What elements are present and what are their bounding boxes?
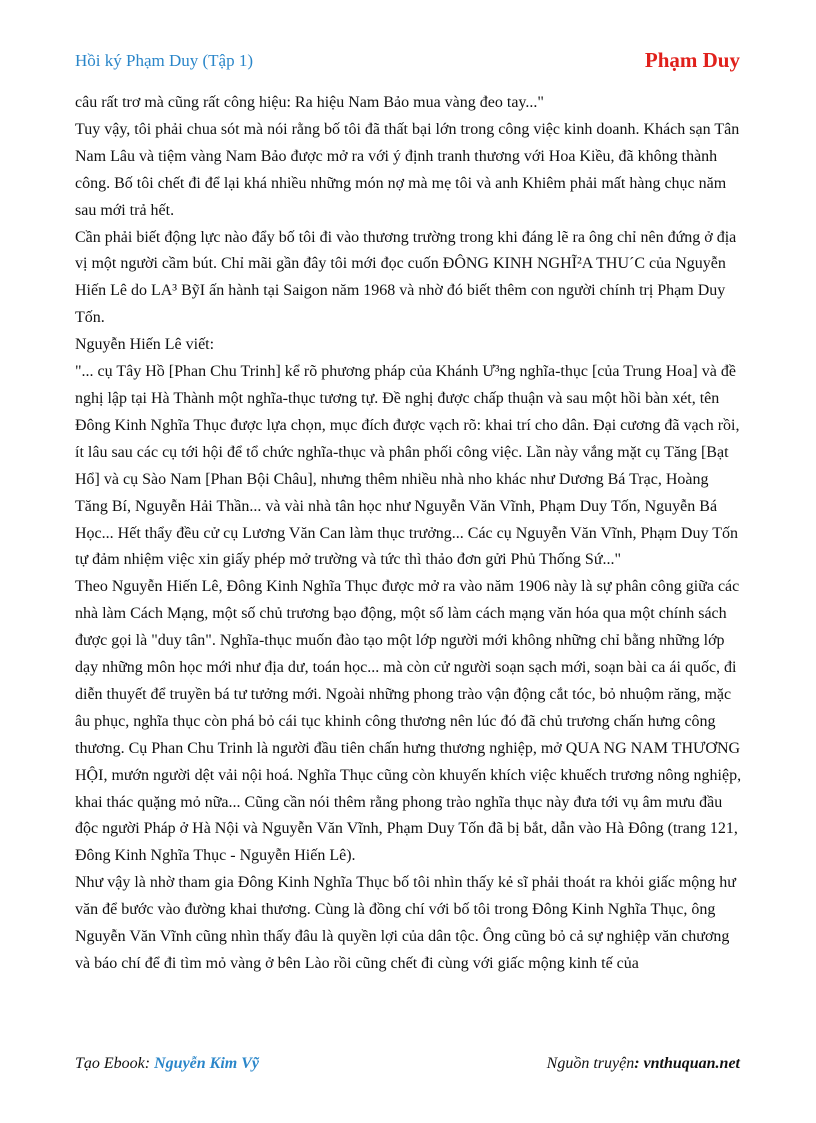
footer-ebook-label: Tạo Ebook [75,1055,145,1072]
footer-source-site: vnthuquan.net [643,1055,740,1072]
body-text [75,90,743,978]
quote-paragraph: "... cụ Tây Hồ [Phan Chu Trinh] kể rõ phương pháp của Khánh Ư³ng nghĩa-thục [của Trung Hoa] và đề nghị lập tại Hà Thành một nghĩa-thục tương tự. Đề nghị được chấp thuận và sau một hồi bàn xét, tên Đông Kinh Nghĩa Thục được lựa chọn, mục đích được vạch rõ: khai trí cho dân. Đại cương đã vạch rồi, ít lâu sau các cụ tới hội để tổ chức nghĩa-thục và phân phối công việc. Lần này vắng mặt cụ Tăng [Bạt Hổ] và cụ Sào Nam [Phan Bội Châu], nhưng thêm nhiều nhà nho khác như Dương Bá Trạc, Hoàng Tăng Bí, Nguyễn Hải Thần... và vài nhà tân học như Nguyễn Văn Vĩnh, Phạm Duy Tốn, Nguyễn Bá Học... Hết thẩy đều cử cụ Lương Văn Can làm thục trưởng... Các cụ Nguyễn Văn Vĩnh, Phạm Duy Tốn tự đảm nhiệm việc xin giấy phép mở trường và tức thì thảo đơn gửi Phủ Thống Sứ..." [75,363,740,569]
paragraph: Cần phải biết động lực nào đẩy bố tôi đi vào thương trường trong khi đáng lẽ ra ông chỉ nên đứng ở địa vị một người cầm bút. Chỉ mãi gần đây tôi mới đọc cuốn ĐÔNG KINH NGHĨ²A THU´C của Nguyễn Hiến Lê do LA³ BỹI ấn hành tại Saigon năm 1968 và nhờ đó biết thêm con người chính trị Phạm Duy Tốn. [75,228,737,327]
paragraph: câu rất trơ mà cũng rất công hiệu: Ra hiệu Nam Bảo mua vàng đeo tay..." [75,94,544,111]
paragraph: Theo Nguyễn Hiến Lê, Đông Kinh Nghĩa Thục được mở ra vào năm 1906 này là sự phân công giữa các nhà làm Cách Mạng, một số chủ trương bạo động, một số làm cách mạng văn hóa qua một chính sách được gọi là "duy tân". Nghĩa-thục muốn đào tạo một lớp người mới không những chỉ bằng những lớp dạy những môn học mới như địa dư, toán học... mà còn cử người soạn sạch mới, soạn bài ca ái quốc, đi diễn thuyết để truyền bá tư tưởng mới. Ngoài những phong trào vận động cắt tóc, bỏ nhuộm răng, mặc âu phục, nghĩa thục còn phá bỏ cái tục khinh công thương nên lúc đó đã chủ trương chấn hưng công thương. Cụ Phan Chu Trinh là người đầu tiên chấn hưng thương nghiệp, mở QUA NG NAM THƯƠNG HỘI, mướn người dệt vải nội hoá. Nghĩa Thục cũng còn khuyến khích việc khuếch trương nông nghiệp, khai thác quặng mỏ nữa... Cũng cần nói thêm rằng phong trào nghĩa thục này đưa tới vụ âm mưu đầu độc người Pháp ở Hà Nội và Nguyễn Văn Vĩnh, Phạm Duy Tốn đã bị bắt, dẫn vào Hà Đông (trang 121, Đông Kinh Nghĩa Thục - Nguyễn Hiến Lê). [75,578,742,865]
paragraph: Nguyễn Hiến Lê viết: [75,336,215,354]
footer-separator: : [144,1055,155,1072]
paragraph: Như vậy là nhờ tham gia Đông Kinh Nghĩa Thục bố tôi nhìn thấy kẻ sĩ phải thoát ra khỏi giấc mộng hư văn để bước vào đường khai thương. Cùng là đồng chí với bố tôi trong Đông Kinh Nghĩa Thục, ông Nguyễn Văn Vĩnh cũng nhìn thấy đâu là quyền lợi của dân tộc. Ông cũng bỏ cả sự nghiệp văn chương và báo chí để đi tìm mỏ vàng ở bên Lào rồi cũng chết đi cùng với giấc mộng kinh tế của [75,874,736,972]
footer-separator: : [634,1055,644,1072]
footer-source-credit [547,1055,740,1073]
footer-ebook-credit [75,1055,259,1073]
author-name: Phạm Duy [644,48,740,72]
book-title: Hồi ký Phạm Duy (Tập 1) [75,51,254,70]
footer-creator-name: Nguyễn Kim Vỹ [154,1055,259,1072]
paragraph: Tuy vậy, tôi phải chua sót mà nói rằng bố tôi đã thất bại lớn trong công việc kinh doanh. Khách sạn Tân Nam Lâu và tiệm vàng Nam Bảo được mở ra với ý định tranh thương với Hoa Kiều, đã không thành công. Bố tôi chết đi để lại khá nhiều những món nợ mà mẹ tôi và anh Khiêm phải mất hàng chục năm sau mới trả hết. [75,120,740,219]
footer-source-label: Nguồn truyện [546,1055,635,1072]
